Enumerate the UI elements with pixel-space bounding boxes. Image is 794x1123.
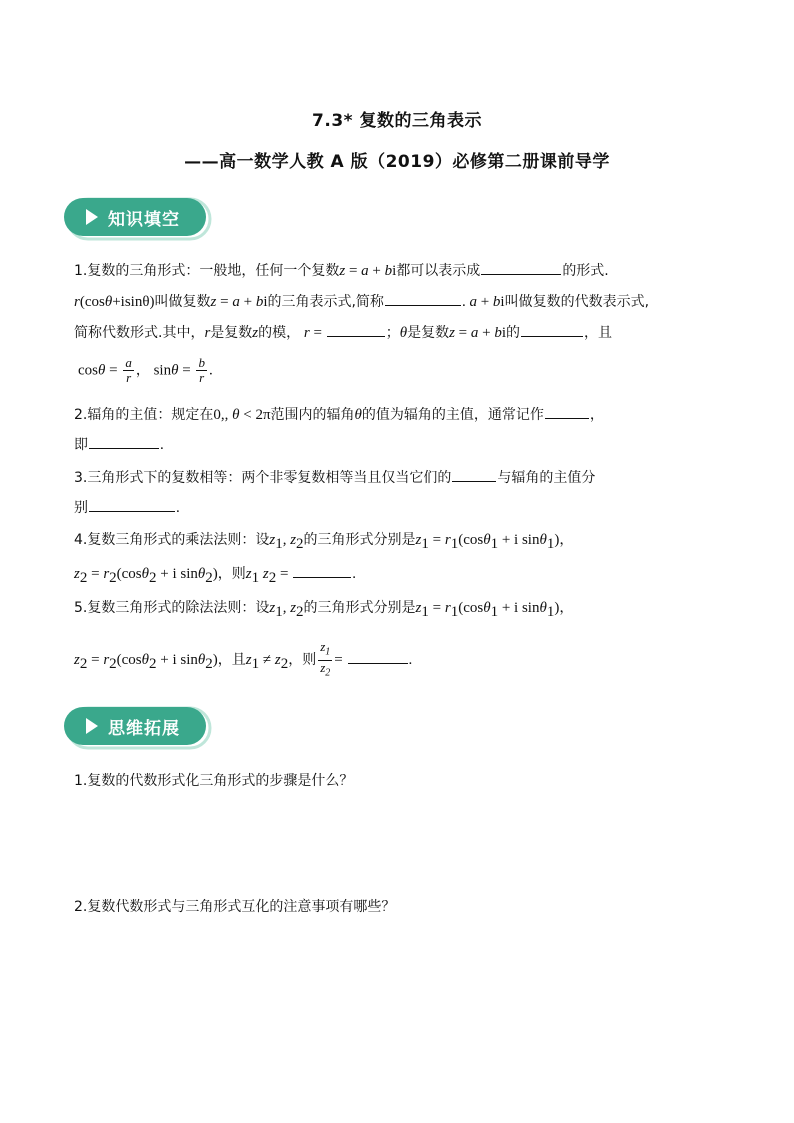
fill-blank[interactable]: [452, 467, 496, 482]
knowledge-item-1: 1.复数的三角形式：一般地，任何一个复数z = a + bi都可以表示成 的形式.: [74, 260, 609, 281]
section-title-thinking: 思维拓展: [108, 719, 180, 739]
knowledge-item-1-cont: r(cosθ+isinθ)叫做复数z = a + bi的三角表示式,简称 . a + bi叫做复数的代数表示式,: [74, 291, 649, 312]
fill-blank[interactable]: [89, 497, 175, 512]
document-subtitle: ——高一数学人教 A 版（2019）必修第二册课前导学: [184, 152, 610, 172]
section-badge-knowledge: [62, 196, 212, 238]
knowledge-item-5: 5.复数三角形式的除法法则：设$z_1$, $z_2$的三角形式分别是$z_1 = r_1(\cos\theta_1 + i$ sinθ$_1$)，: [74, 600, 574, 620]
knowledge-item-3-cont: 别 .: [74, 497, 180, 518]
section-title-knowledge: 知识填空: [108, 210, 180, 230]
thinking-question-1: 1.复数的代数形式化三角形式的步骤是什么？: [74, 773, 354, 789]
knowledge-item-5-cont: $z_2 = r_2(\cos\theta_2 + i$ sinθ$_2$)，且$z_1 \ne z_2$，则 $\frac{z_1}{z_2}$ = .: [74, 639, 413, 679]
fill-blank[interactable]: [348, 649, 408, 664]
fill-blank[interactable]: [545, 404, 589, 419]
knowledge-item-3: 3.三角形式下的复数相等：两个非零复数相等当且仅当它们的 与辐角的主值分: [74, 467, 595, 488]
knowledge-item-2-cont: 即 .: [74, 434, 164, 455]
fill-blank[interactable]: [89, 434, 159, 449]
document-title: 7.3* 复数的三角表示: [312, 111, 482, 131]
fill-blank[interactable]: [521, 322, 583, 337]
fill-blank[interactable]: [481, 260, 561, 275]
knowledge-item-1-cont2: 简称代数形式.其中，r是复数z的模， r = ；θ是复数z = a + bi的 ，且: [74, 322, 612, 343]
section-badge-thinking: [62, 705, 212, 747]
fill-blank[interactable]: [385, 291, 461, 306]
fill-blank[interactable]: [293, 563, 351, 578]
fill-blank[interactable]: [327, 322, 385, 337]
knowledge-item-2: 2.辐角的主值：规定在0,, θ < 2π范围内的辐角θ的值为辐角的主值，通常记作 ，: [74, 404, 604, 425]
thinking-question-2: 2.复数代数形式与三角形式互化的注意事项有哪些？: [74, 899, 396, 915]
knowledge-formula-cos-sin: cosθ = $\frac{a}{r}$ ， sinθ = $\frac{b}{r}$ .: [78, 355, 213, 385]
knowledge-item-4-cont: $z_2 = r_2(\cos\theta_2 + i$ sinθ$_2$)，则$z_1$ $z_2$ = .: [74, 563, 356, 588]
knowledge-item-4: 4.复数三角形式的乘法法则：设$z_1$, $z_2$的三角形式分别是$z_1 = r_1(\cos\theta_1 + i$ sinθ$_1$)，: [74, 532, 574, 552]
